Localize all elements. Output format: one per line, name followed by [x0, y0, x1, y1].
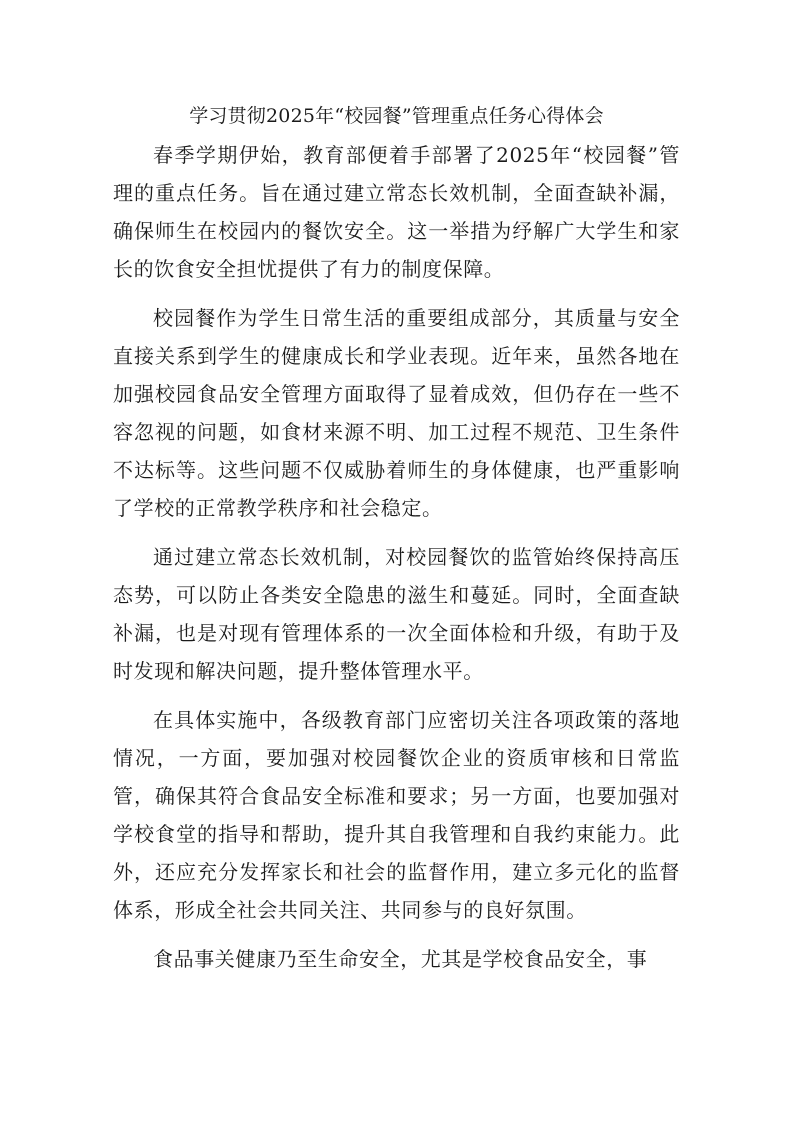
paragraph-4: 在具体实施中，各级教育部门应密切关注各项政策的落地情况，一方面，要加强对校园餐饮企业的资质审核和日常监管，确保其符合食品安全标准和要求；另一方面，也要加强对学校食堂的指导和帮助，提升其自我管理和自我约束能力。此外，还应充分发挥家长和社会的监督作用，建立多元化的监督体系，形成全社会共同关注、共同参与的良好氛围。 — [113, 708, 680, 922]
document-title: 学习贯彻2025年“校园餐”管理重点任务心得体会 — [189, 105, 604, 127]
paragraph-1: 春季学期伊始，教育部便着手部署了2025年“校园餐”管理的重点任务。旨在通过建立常态长效机制，全面查缺补漏，确保师生在校园内的餐饮安全。这一举措为纾解广大学生和家长的饮食安全担忧提供了有力的制度保障。 — [113, 143, 680, 281]
document-page — [113, 96, 680, 989]
paragraph-5: 食品事关健康乃至生命安全，尤其是学校食品安全，事 — [153, 947, 648, 971]
paragraph-3: 通过建立常态长效机制，对校园餐饮的监管始终保持高压态势，可以防止各类安全隐患的滋生和蔓延。同时，全面查缺补漏，也是对现有管理体系的一次全面体检和升级，有助于及时发现和解决问题，提升整体管理水平。 — [113, 545, 680, 683]
paragraph-2: 校园餐作为学生日常生活的重要组成部分，其质量与安全直接关系到学生的健康成长和学业表现。近年来，虽然各地在加强校园食品安全管理方面取得了显着成效，但仍存在一些不容忽视的问题，如食材来源不明、加工过程不规范、卫生条件不达标等。这些问题不仅威胁着师生的身体健康，也严重影响了学校的正常教学秩序和社会稳定。 — [113, 306, 680, 520]
